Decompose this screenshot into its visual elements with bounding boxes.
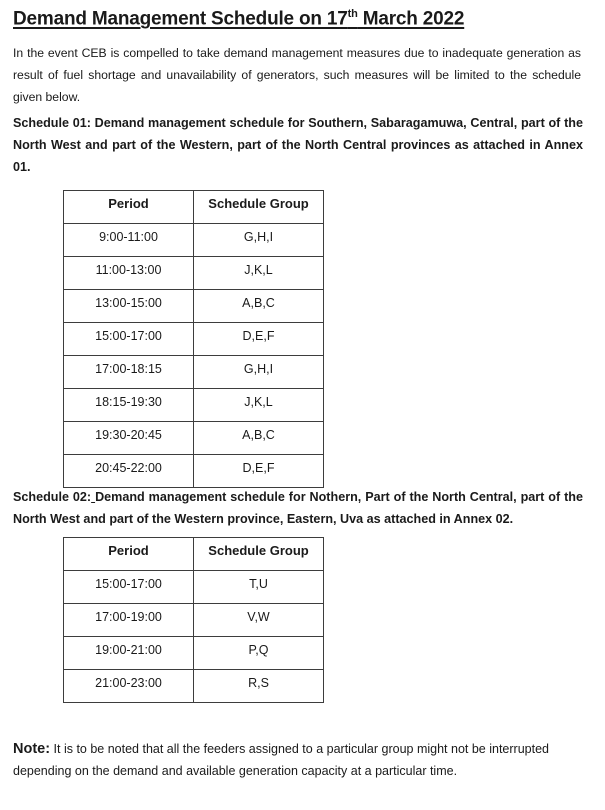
table-row (64, 257, 324, 290)
table-row (64, 356, 324, 389)
table-cell: 21:00-23:00 (64, 670, 194, 703)
table-row (64, 389, 324, 422)
table-cell: J,K,L (194, 257, 324, 290)
schedule1-heading: Schedule 01: Demand management schedule for Southern, Sabaragamuwa, Central, part of the North West and part of the Western, part of the North Central provinces as attached in Annex 01. (13, 116, 583, 174)
table-row (64, 224, 324, 257)
schedule2-heading-text: Demand management schedule for Nothern, Part of the North Central, part of the North West and part of the Western province, Eastern, Uva as attached in Annex 02. (13, 490, 583, 526)
table-row (64, 455, 324, 488)
table-cell: R,S (194, 670, 324, 703)
table-row (64, 571, 324, 604)
schedule2-header-group: Schedule Group (194, 538, 324, 571)
title-text-start: Demand Management Schedule on 17 (13, 8, 348, 30)
schedule1-header-period: Period (64, 191, 194, 224)
table-cell: 18:15-19:30 (64, 389, 194, 422)
table-cell: A,B,C (194, 422, 324, 455)
table-cell: A,B,C (194, 290, 324, 323)
table-cell: P,Q (194, 637, 324, 670)
table-cell: D,E,F (194, 455, 324, 488)
table-cell: 9:00-11:00 (64, 224, 194, 257)
schedule1-header-group: Schedule Group (194, 191, 324, 224)
schedule1-header-row (64, 191, 324, 224)
table-cell: G,H,I (194, 224, 324, 257)
table-row (64, 422, 324, 455)
title-superscript: th (347, 8, 358, 20)
schedule2-heading-label: Schedule 02: (13, 490, 92, 504)
schedule2-heading (13, 486, 583, 530)
table-row (64, 637, 324, 670)
table-row (64, 604, 324, 637)
schedule2-table (63, 537, 324, 703)
table-cell: 17:00-18:15 (64, 356, 194, 389)
note-text: It is to be noted that all the feeders assigned to a particular group might not be interrupted depending on the demand and available generation capacity at a particular time. (13, 742, 549, 778)
table-cell: 15:00-17:00 (64, 571, 194, 604)
table-cell: 13:00-15:00 (64, 290, 194, 323)
table-row (64, 290, 324, 323)
table-cell: V,W (194, 604, 324, 637)
table-row (64, 670, 324, 703)
table-cell: T,U (194, 571, 324, 604)
schedule2-table-body (64, 571, 324, 703)
intro-paragraph: In the event CEB is compelled to take demand management measures due to inadequate generation as result of fuel shortage and unavailability of generators, such measures will be limited to the schedule given below. (13, 46, 581, 104)
schedule2-header-row (64, 538, 324, 571)
schedule2-header-period: Period (64, 538, 194, 571)
table-cell: J,K,L (194, 389, 324, 422)
table-cell: 19:00-21:00 (64, 637, 194, 670)
note-label: Note: (13, 741, 51, 757)
table-cell: 20:45-22:00 (64, 455, 194, 488)
table-cell: 19:30-20:45 (64, 422, 194, 455)
table-cell: G,H,I (194, 356, 324, 389)
page-title (13, 8, 464, 30)
table-cell: 11:00-13:00 (64, 257, 194, 290)
schedule1-table-body (64, 224, 324, 488)
title-text-end: March 2022 (357, 8, 465, 30)
table-cell: 17:00-19:00 (64, 604, 194, 637)
schedule1-table (63, 190, 324, 488)
note-paragraph (13, 738, 589, 782)
table-cell: 15:00-17:00 (64, 323, 194, 356)
table-cell: D,E,F (194, 323, 324, 356)
table-row (64, 323, 324, 356)
